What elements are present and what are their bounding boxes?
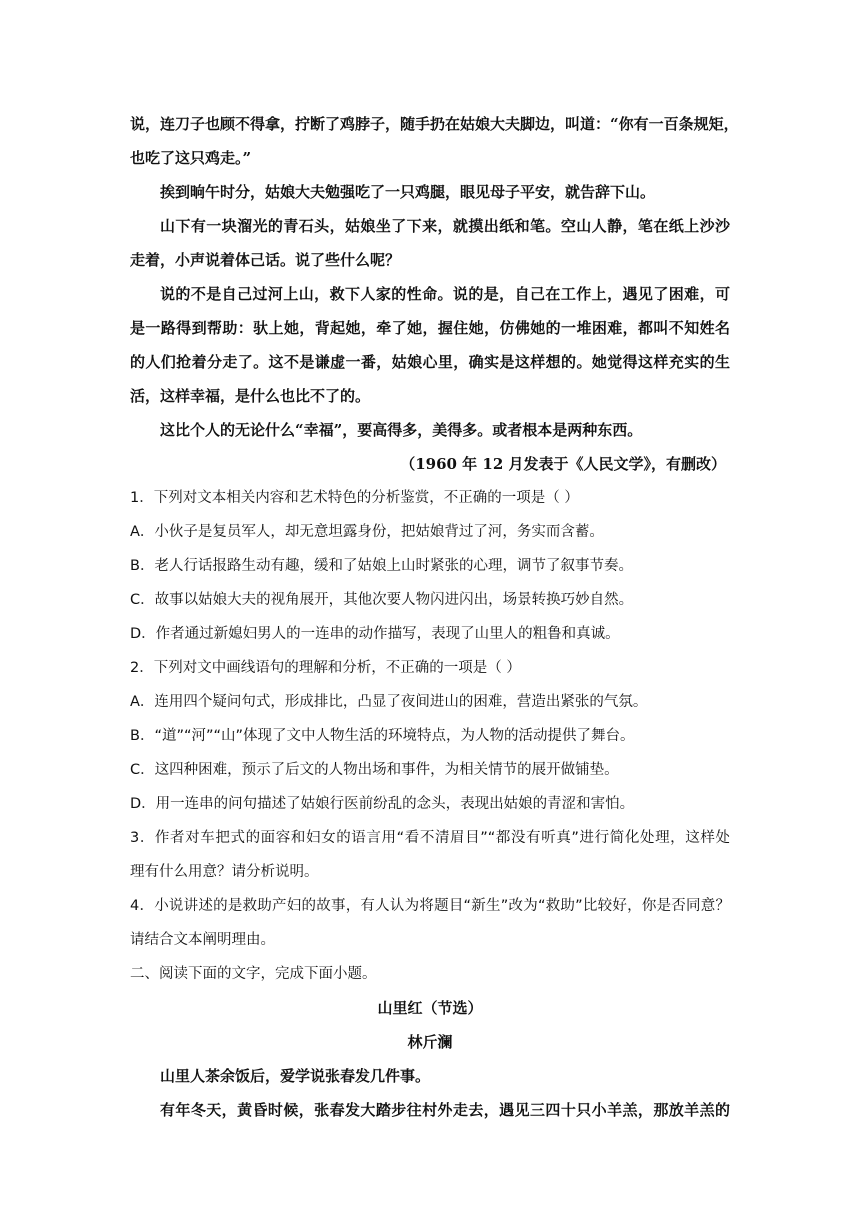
question-1-option-b: B．老人行话报路生动有趣，缓和了姑娘上山时紧张的心理，调节了叙事节奏。 — [130, 558, 633, 574]
story-text-line: 也吃了这只鸡走。” — [130, 149, 252, 167]
passage-text-line: 山里人茶余饭后，爱学说张春发几件事。 — [160, 1067, 431, 1085]
question-1-option-c: C．故事以姑娘大夫的视角展开，其他次要人物闪进闪出，场景转换巧妙自然。 — [130, 592, 634, 608]
question-2-option-c: C．这四种困难，预示了后文的人物出场和事件，为相关情节的展开做铺垫。 — [130, 762, 619, 778]
question-2: 2．下列对文中画线语句的理解和分析，不正确的一项是（ ） — [130, 660, 521, 676]
passage-author: 林斤澜 — [407, 1033, 453, 1051]
question-1-option-a: A．小伙子是复员军人，却无意坦露身份，把姑娘背过了河，务实而含蓄。 — [130, 524, 604, 540]
question-3: 3．作者对车把式的面容和妇女的语言用“看不清眉目”“都没有听真”进行简化处理，这样处 — [130, 830, 730, 846]
question-3-continued: 理有什么用意？请分析说明。 — [130, 864, 319, 880]
question-1-option-d: D．作者通过新媳妇男人的一连串的动作描写，表现了山里人的粗鲁和真诚。 — [130, 626, 620, 642]
passage-text-line: 有年冬天，黄昏时候，张春发大踏步往村外走去，遇见三四十只小羊羔，那放羊羔的 — [160, 1101, 730, 1119]
question-1: 1．下列对文本相关内容和艺术特色的分析鉴赏，不正确的一项是（ ） — [130, 490, 579, 506]
passage-title: 山里红（节选） — [377, 999, 483, 1017]
story-text-line: 说，连刀子也顾不得拿，拧断了鸡脖子，随手扔在姑娘大夫脚边，叫道：“你有一百条规矩， — [130, 115, 739, 133]
question-2-option-a: A．连用四个疑问句式，形成排比，凸显了夜间进山的困难，营造出紧张的气氛。 — [130, 694, 648, 710]
story-text-line: 山下有一块溜光的青石头，姑娘坐了下来，就摸出纸和笔。空山人静，笔在纸上沙沙 — [160, 217, 730, 235]
source-note: （1960 年 12 月发表于《人民文学》，有删改） — [400, 455, 726, 473]
question-2-option-b: B．“道”“河”“山”体现了文中人物生活的环境特点，为人物的活动提供了舞台。 — [130, 728, 635, 744]
story-text-line: 活，这样幸福，是什么也比不了的。 — [130, 387, 371, 405]
story-text-line: 的人们抢着分走了。这不是谦虚一番，姑娘心里，确实是这样想的。她觉得这样充实的生 — [130, 353, 730, 371]
story-text-line: 挨到晌午时分，姑娘大夫勉强吃了一只鸡腿，眼见母子平安，就告辞下山。 — [160, 183, 656, 201]
question-4-continued: 请结合文本阐明理由。 — [130, 932, 275, 948]
question-2-option-d: D．用一连串的问句描述了姑娘行医前纷乱的念头，表现出姑娘的青涩和害怕。 — [130, 796, 635, 812]
section-2-heading: 二、阅读下面的文字，完成下面小题。 — [130, 966, 377, 982]
story-text-line: 这比个人的无论什么“幸福”，要高得多，美得多。或者根本是两种东西。 — [160, 421, 643, 439]
story-text-line: 是一路得到帮助：驮上她，背起她，牵了她，握住她，仿佛她的一堆困难，都叫不知姓名 — [130, 319, 730, 337]
question-4: 4．小说讲述的是救助产妇的故事，有人认为将题目“新生”改为“救助”比较好，你是否同意？ — [130, 898, 730, 914]
story-text-line: 说的不是自己过河上山，救下人家的性命。说的是，自己在工作上，遇见了困难，可 — [160, 285, 730, 303]
story-text-line: 走着，小声说着体己话。说了些什么呢？ — [130, 251, 401, 269]
